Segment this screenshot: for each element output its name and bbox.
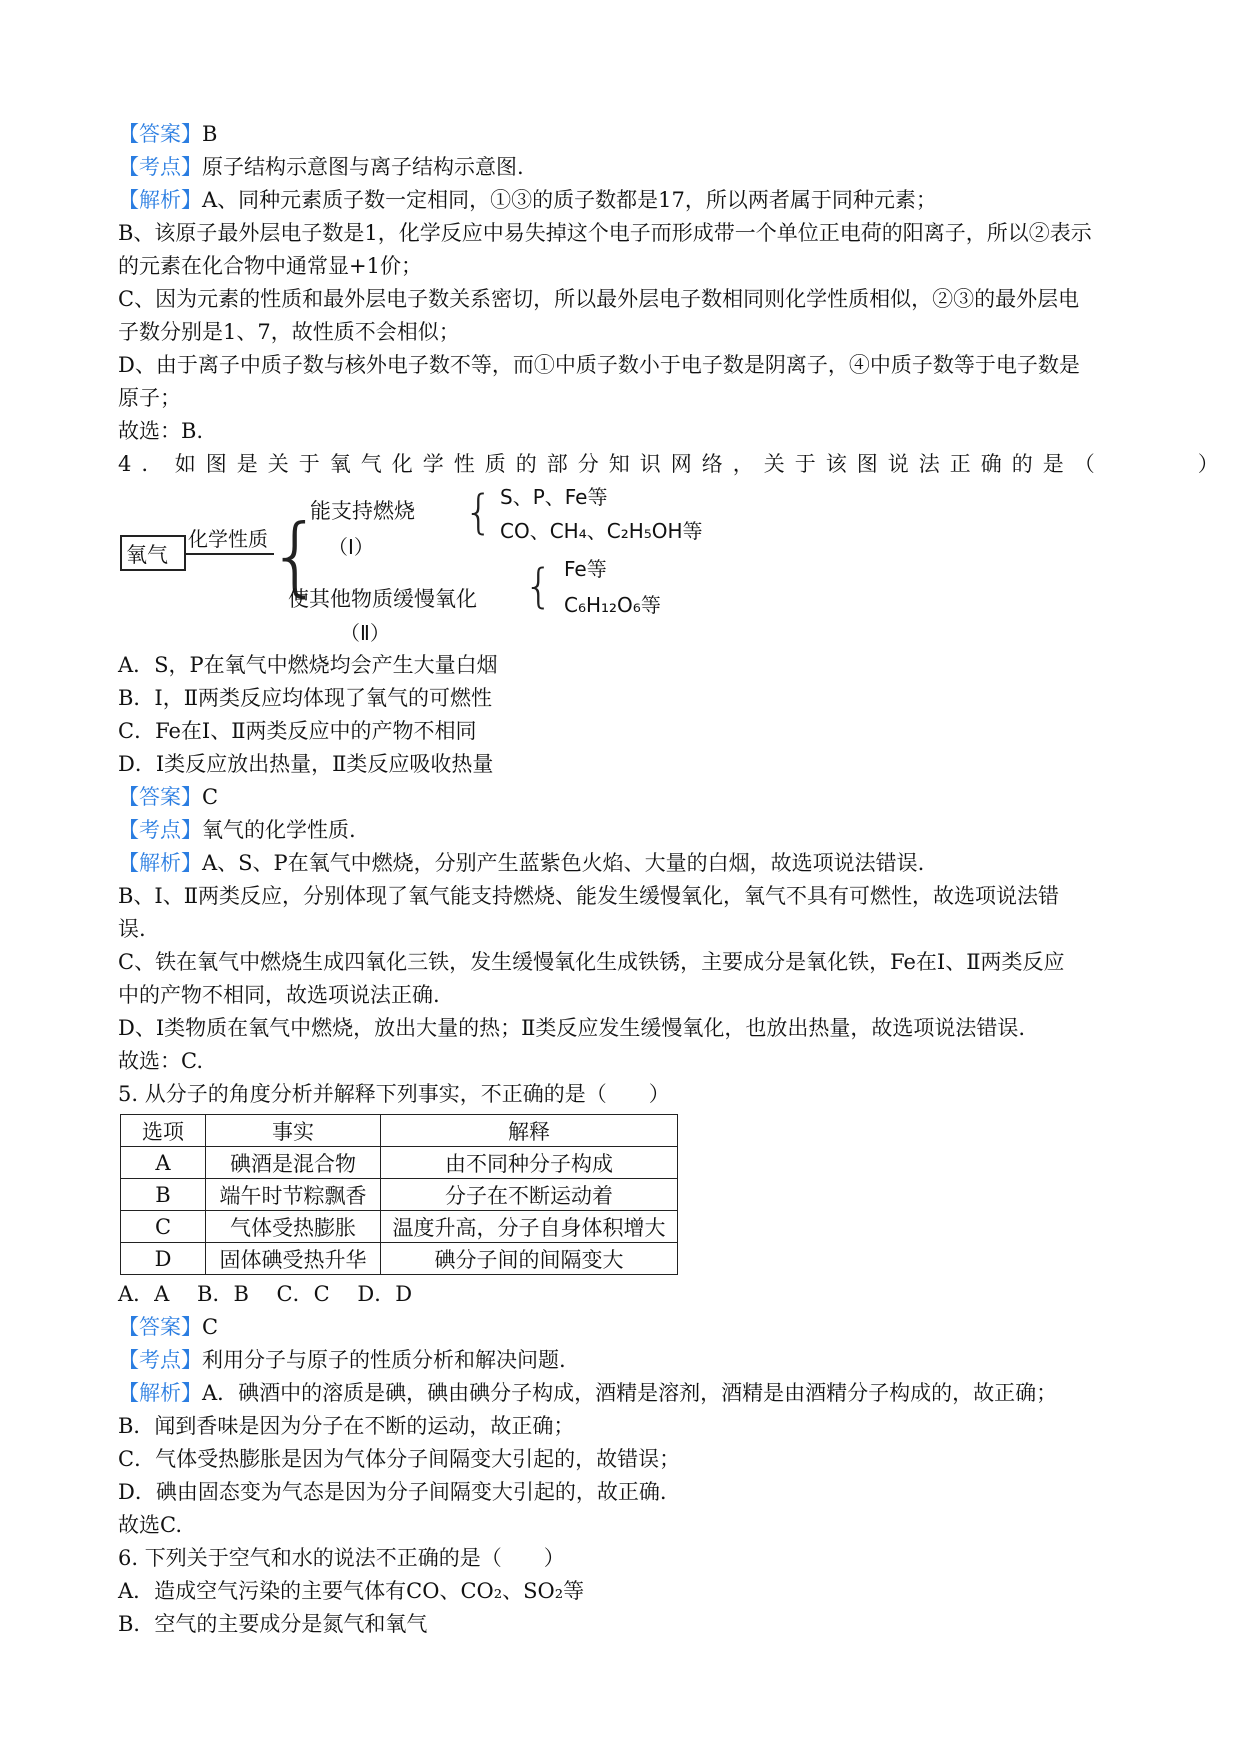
table-cell: 碘分子间的间隔变大 xyxy=(381,1243,678,1275)
answer-line xyxy=(118,781,1128,814)
analysis-line: C、铁在氧气中燃烧生成四氧化三铁，发生缓慢氧化生成铁锈，主要成分是氧化铁，Fe在Ⅰ、Ⅱ两类反应 xyxy=(118,950,1065,974)
option-b: B．空气的主要成分是氮气和氧气 xyxy=(118,1612,428,1636)
point-tag: 【考点】 xyxy=(118,818,202,842)
oxygen-label: 氧气 xyxy=(126,543,168,567)
table-cell: C xyxy=(121,1211,206,1243)
analysis-line: 中的产物不相同，故选项说法正确. xyxy=(118,983,440,1007)
answer-tag: 【答案】 xyxy=(118,1315,202,1339)
table-cell: 温度升高，分子自身体积增大 xyxy=(381,1211,678,1243)
point-line xyxy=(118,151,1128,184)
table-header: 选项 xyxy=(121,1115,206,1147)
choice-line: 故选：C. xyxy=(118,1049,203,1073)
analysis-line: 原子； xyxy=(118,386,181,410)
answer-tag: 【答案】 xyxy=(118,122,202,146)
analysis-line: D．碘由固态变为气态是因为分子间隔变大引起的，故正确. xyxy=(118,1480,667,1504)
table-header-row xyxy=(121,1115,678,1147)
table-row xyxy=(121,1179,678,1211)
option-a: A．造成空气污染的主要气体有CO、CO₂、SO₂等 xyxy=(118,1579,585,1603)
analysis-line: B．闻到香味是因为分子在不断的运动，故正确； xyxy=(118,1414,575,1438)
oxygen-knowledge-diagram xyxy=(118,483,1128,645)
option-d: D．Ⅰ类反应放出热量，Ⅱ类反应吸收热量 xyxy=(118,752,494,776)
analysis-text: A．碘酒中的溶质是碘，碘由碘分子构成，酒精是溶剂，酒精是由酒精分子构成的，故正确； xyxy=(202,1381,1058,1405)
connector-line xyxy=(184,553,274,555)
table-cell: B xyxy=(121,1179,206,1211)
table-row xyxy=(121,1147,678,1179)
answer-line xyxy=(118,1311,1128,1344)
choice-line: 故选C. xyxy=(118,1513,182,1537)
analysis-line: 的元素在化合物中通常显+1价； xyxy=(118,254,422,278)
analysis-line: B、该原子最外层电子数是1，化学反应中易失掉这个电子而形成带一个单位正电荷的阳离子，所以②表示 xyxy=(118,221,1092,245)
option-b: B．Ⅰ，Ⅱ两类反应均体现了氧气的可燃性 xyxy=(118,686,492,710)
lower-brace: { xyxy=(524,559,554,613)
analysis-line xyxy=(118,1377,1128,1410)
analysis-text: A、S、P在氧气中燃烧，分别产生蓝紫色火焰、大量的白烟，故选项说法错误. xyxy=(202,851,925,875)
option-a: A．S，P在氧气中燃烧均会产生大量白烟 xyxy=(118,653,498,677)
type2-label: （Ⅱ） xyxy=(340,621,390,645)
table-cell: D xyxy=(121,1243,206,1275)
analysis-tag: 【解析】 xyxy=(118,851,202,875)
glucose-label: C₆H₁₂O₆等 xyxy=(564,593,661,617)
question-stem: 4. 如图是关于氧气化学性质的部分知识网络，关于该图说法正确的是（ ） xyxy=(118,452,1229,476)
analysis-line: C．气体受热膨胀是因为气体分子间隔变大引起的，故错误； xyxy=(118,1447,681,1471)
analysis-text: A、同种元素质子数一定相同，①③的质子数都是17，所以两者属于同种元素； xyxy=(202,188,937,212)
answer-value: C xyxy=(202,1315,219,1339)
analysis-line xyxy=(118,184,1128,217)
point-tag: 【考点】 xyxy=(118,155,202,179)
table-cell: A xyxy=(121,1147,206,1179)
point-value: 原子结构示意图与离子结构示意图. xyxy=(202,155,524,179)
analysis-line: D、Ⅰ类物质在氧气中燃烧，放出大量的热；Ⅱ类反应发生缓慢氧化，也放出热量，故选项说法错误. xyxy=(118,1016,1026,1040)
analysis-tag: 【解析】 xyxy=(118,1381,202,1405)
analysis-tag: 【解析】 xyxy=(118,188,202,212)
co-ch4-label: CO、CH₄、C₂H₅OH等 xyxy=(500,519,703,543)
point-line xyxy=(118,814,1128,847)
analysis-line: D、由于离子中质子数与核外电子数不等，而①中质子数小于电子数是阴离子，④中质子数等于电子数是 xyxy=(118,353,1080,377)
document-content xyxy=(118,118,1229,1641)
answer-tag: 【答案】 xyxy=(118,785,202,809)
table-cell: 碘酒是混合物 xyxy=(206,1147,381,1179)
answer-value: B xyxy=(202,122,218,146)
analysis-line: 子数分别是1、7，故性质不会相似； xyxy=(118,320,460,344)
table-row xyxy=(121,1243,678,1275)
fe-label: Fe等 xyxy=(564,557,607,581)
table-cell: 分子在不断运动着 xyxy=(381,1179,678,1211)
support-burn-label: 能支持燃烧 xyxy=(310,499,415,523)
table-cell: 气体受热膨胀 xyxy=(206,1211,381,1243)
left-brace: { xyxy=(268,506,323,606)
s-p-fe-label: S、P、Fe等 xyxy=(500,485,608,509)
point-tag: 【考点】 xyxy=(118,1348,202,1372)
analysis-line: B、Ⅰ、Ⅱ两类反应，分别体现了氧气能支持燃烧、能发生缓慢氧化，氧气不具有可燃性，故选项说法错 xyxy=(118,884,1059,908)
chem-prop-label: 化学性质 xyxy=(188,527,268,551)
table-header: 解释 xyxy=(381,1115,678,1147)
question-stem: 6. 下列关于空气和水的说法不正确的是（ ） xyxy=(118,1546,565,1570)
slow-oxidation-label: 使其他物质缓慢氧化 xyxy=(288,587,477,611)
point-value: 利用分子与原子的性质分析和解决问题. xyxy=(202,1348,566,1372)
table-cell: 固体碘受热升华 xyxy=(206,1243,381,1275)
point-line xyxy=(118,1344,1128,1377)
analysis-line: C、因为元素的性质和最外层电子数关系密切，所以最外层电子数相同则化学性质相似，②③的最外层电 xyxy=(118,287,1080,311)
type1-label: （Ⅰ） xyxy=(328,535,374,559)
analysis-line xyxy=(118,847,1128,880)
choice-line: 故选：B. xyxy=(118,419,204,443)
table-cell: 端午时节粽飘香 xyxy=(206,1179,381,1211)
answer-line xyxy=(118,118,1128,151)
fact-table xyxy=(120,1114,678,1275)
option-c: C．Fe在Ⅰ、Ⅱ两类反应中的产物不相同 xyxy=(118,719,477,743)
table-header: 事实 xyxy=(206,1115,381,1147)
answer-value: C xyxy=(202,785,219,809)
question-stem: 5. 从分子的角度分析并解释下列事实，不正确的是（ ） xyxy=(118,1082,670,1106)
upper-brace: { xyxy=(464,485,494,539)
point-value: 氧气的化学性质. xyxy=(202,818,356,842)
table-row xyxy=(121,1211,678,1243)
options-line: A．A B．B C．C D．D xyxy=(118,1282,413,1306)
table-cell: 由不同种分子构成 xyxy=(381,1147,678,1179)
analysis-line: 误. xyxy=(118,917,146,941)
